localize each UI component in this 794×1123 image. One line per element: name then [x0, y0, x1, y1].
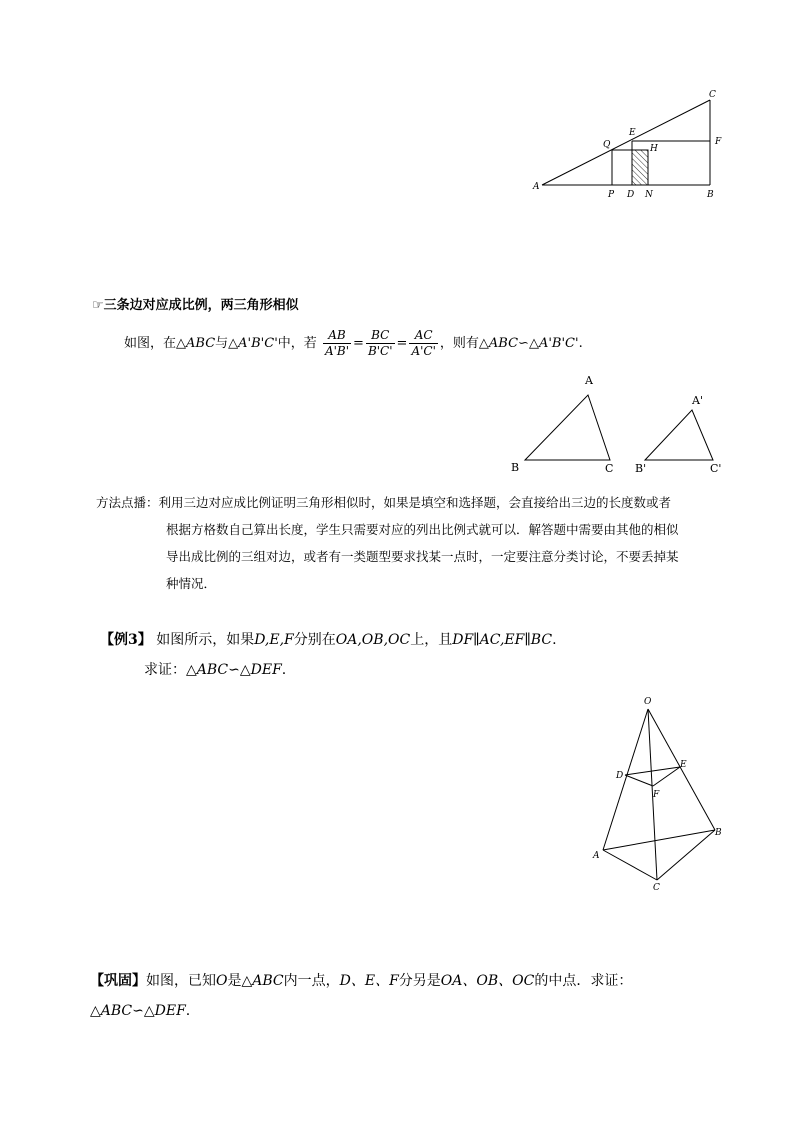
- svg-text:B': B': [635, 462, 647, 475]
- svg-text:E: E: [680, 760, 687, 770]
- figure-similar-triangles: [505, 372, 735, 477]
- svg-text:A: A: [533, 182, 540, 192]
- triangle-abc: [525, 395, 610, 460]
- svg-text:D: D: [627, 190, 635, 200]
- svg-text:C: C: [709, 90, 716, 100]
- consolidation-tag: 【巩固】: [90, 973, 146, 989]
- consolidation-line-2: △ABC∽△DEF.: [90, 1003, 191, 1019]
- consolidation-line-1: 【巩固】如图，已知O是△ABC内一点，D、E、F分另是OA、OB、OC的中点．求证：: [90, 973, 633, 989]
- example-3: [100, 625, 557, 685]
- consolidation-exercise: [90, 966, 710, 1026]
- svg-text:A: A: [585, 374, 593, 387]
- svg-text:F: F: [715, 137, 722, 147]
- svg-text:C': C': [710, 462, 722, 475]
- svg-text:N: N: [645, 190, 653, 200]
- svg-text:E: E: [629, 128, 636, 138]
- svg-text:C: C: [653, 883, 660, 893]
- figure-tetrahedron: [585, 690, 735, 895]
- svg-text:Q: Q: [603, 140, 611, 150]
- example-3-prove: 求证：△ABC∽△DEF.: [144, 662, 287, 678]
- pointing-hand-icon: ☞: [92, 298, 104, 313]
- segment-ac: [542, 100, 710, 185]
- svg-text:C: C: [605, 462, 614, 475]
- example-3-statement: 【例3】 如图所示，如果D,E,F分别在OA,OB,OC上，且DF∥AC,EF∥BC.: [100, 632, 557, 648]
- svg-text:D: D: [616, 771, 624, 781]
- svg-text:O: O: [644, 697, 652, 707]
- hatched-rectangle: [632, 150, 648, 185]
- fraction-ac: $\frac{AC}{A'C'}$: [411, 328, 436, 358]
- svg-text:B: B: [715, 828, 722, 838]
- example-tag: 【例3】: [100, 632, 152, 648]
- method-notes: 方法点播：利用三边对应成比例证明三角形相似时，如果是填空和选择题，会直接给出三边的长度数或者 根据方格数自己算出长度，学生只需要对应的列出比例式就可以．解答题中需要由其他的相似 导出成比例的三组对边，或者有一类题型要求找某一点时，一定要注意分类讨论，不要丢掉某 种情况．: [96, 495, 679, 591]
- svg-text:B: B: [511, 461, 520, 474]
- figure-rectangle-in-triangle: [530, 85, 730, 203]
- section-title: [92, 294, 299, 313]
- svg-text:B: B: [707, 190, 714, 200]
- svg-text:A: A: [593, 851, 600, 861]
- triangle-a1b1c1: [645, 410, 713, 460]
- fraction-bc: $\frac{BC}{B'C'}$: [367, 328, 393, 358]
- fraction-ab: $\frac{AB}{A'B'}$: [324, 328, 350, 358]
- svg-text:F: F: [653, 790, 660, 800]
- svg-text:P: P: [608, 190, 615, 200]
- svg-text:A': A': [692, 394, 703, 407]
- section-title-text: 三条边对应成比例，两三角形相似: [103, 298, 299, 313]
- svg-text:H: H: [650, 144, 658, 154]
- method-label: 方法点播：: [96, 495, 159, 510]
- intro-statement: 如图，在△ABC与△A'B'C'中，若 $\frac{AB}{A'B'}$ = $\frac{BC}{B'C'}$ = $\frac{AC}{A'C'}$ ，则有△ABC∽△A'B'C'.: [124, 328, 583, 358]
